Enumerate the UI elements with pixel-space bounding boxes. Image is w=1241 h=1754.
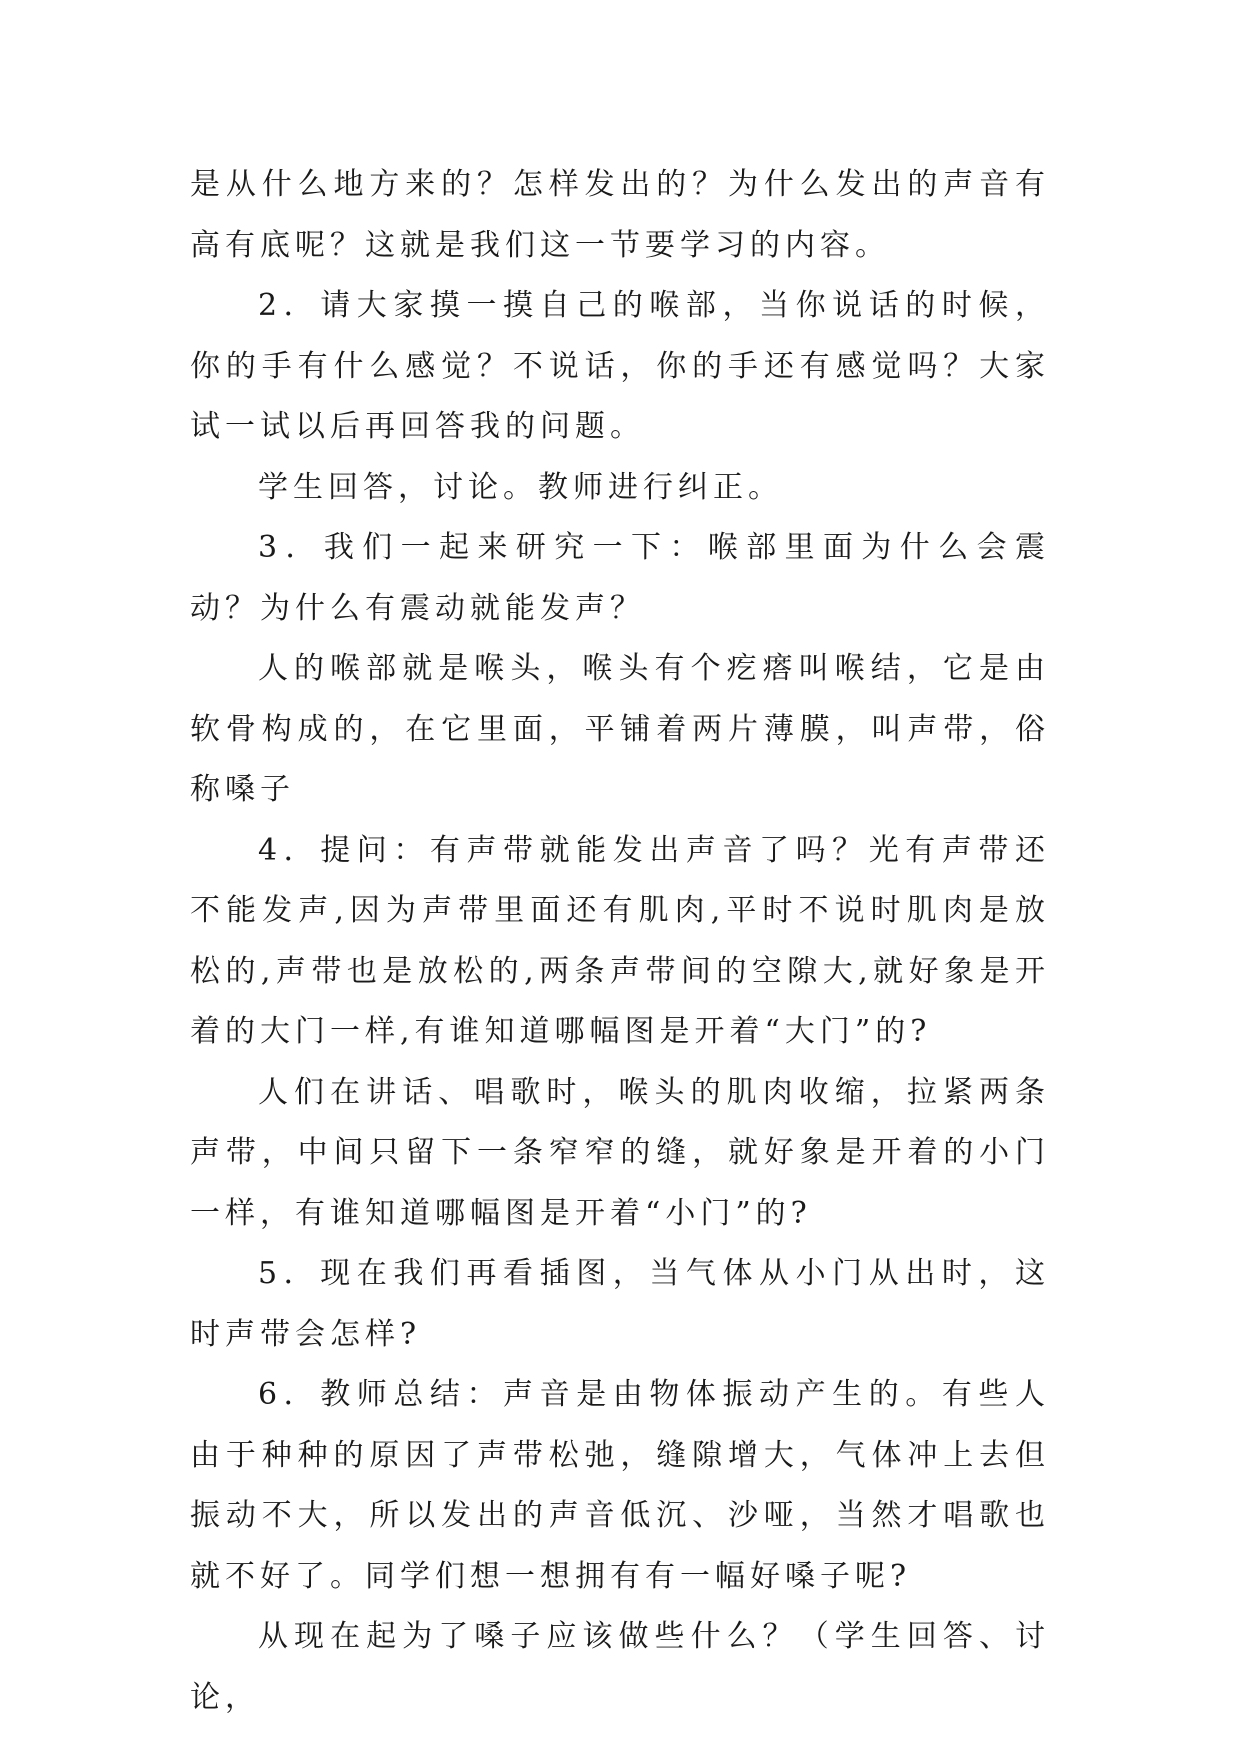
paragraph-voice-care: 从现在起为了嗓子应该做些什么？（学生回答、讨论，: [190, 1619, 1050, 1715]
paragraph-intro-continuation: 是从什么地方来的？怎样发出的？为什么发出的声音有高有底呢？这就是我们这一节要学习的内容。: [190, 167, 1050, 263]
paragraph-step-6: 6．教师总结：声音是由物体振动产生的。有些人由于种种的原因了声带松弛，缝隙增大，气体冲上去但振动不大，所以发出的声音低沉、沙哑，当然才唱歌也就不好了。同学们想一想拥有有一幅好嗓子呢?: [190, 1377, 1050, 1594]
paragraph-step-2: 2．请大家摸一摸自己的喉部，当你说话的时候，你的手有什么感觉？不说话，你的手还有感觉吗？大家试一试以后再回答我的问题。: [190, 288, 1050, 444]
paragraph-larynx-explanation: 人的喉部就是喉头，喉头有个疙瘩叫喉结，它是由软骨构成的，在它里面，平铺着两片薄膜，叫声带，俗称嗓子: [190, 651, 1050, 807]
document-body: [190, 155, 1050, 1728]
paragraph-step-4: 4．提问：有声带就能发出声音了吗？光有声带还不能发声,因为声带里面还有肌肉,平时不说时肌肉是放松的,声带也是放松的,两条声带间的空隙大,就好象是开着的大门一样,有谁知道哪幅图是开着“大门”的?: [190, 832, 1050, 1049]
paragraph-step-5: 5．现在我们再看插图，当气体从小门从出时，这时声带会怎样?: [190, 1256, 1050, 1352]
paragraph-student-answer: 学生回答，讨论。教师进行纠正。: [258, 469, 783, 505]
paragraph-step-3: 3．我们一起来研究一下：喉部里面为什么会震动？为什么有震动就能发声？: [190, 530, 1050, 626]
paragraph-speaking-singing: 人们在讲话、唱歌时，喉头的肌肉收缩，拉紧两条声带，中间只留下一条窄窄的缝，就好象是开着的小门一样，有谁知道哪幅图是开着“小门”的?: [190, 1074, 1050, 1231]
